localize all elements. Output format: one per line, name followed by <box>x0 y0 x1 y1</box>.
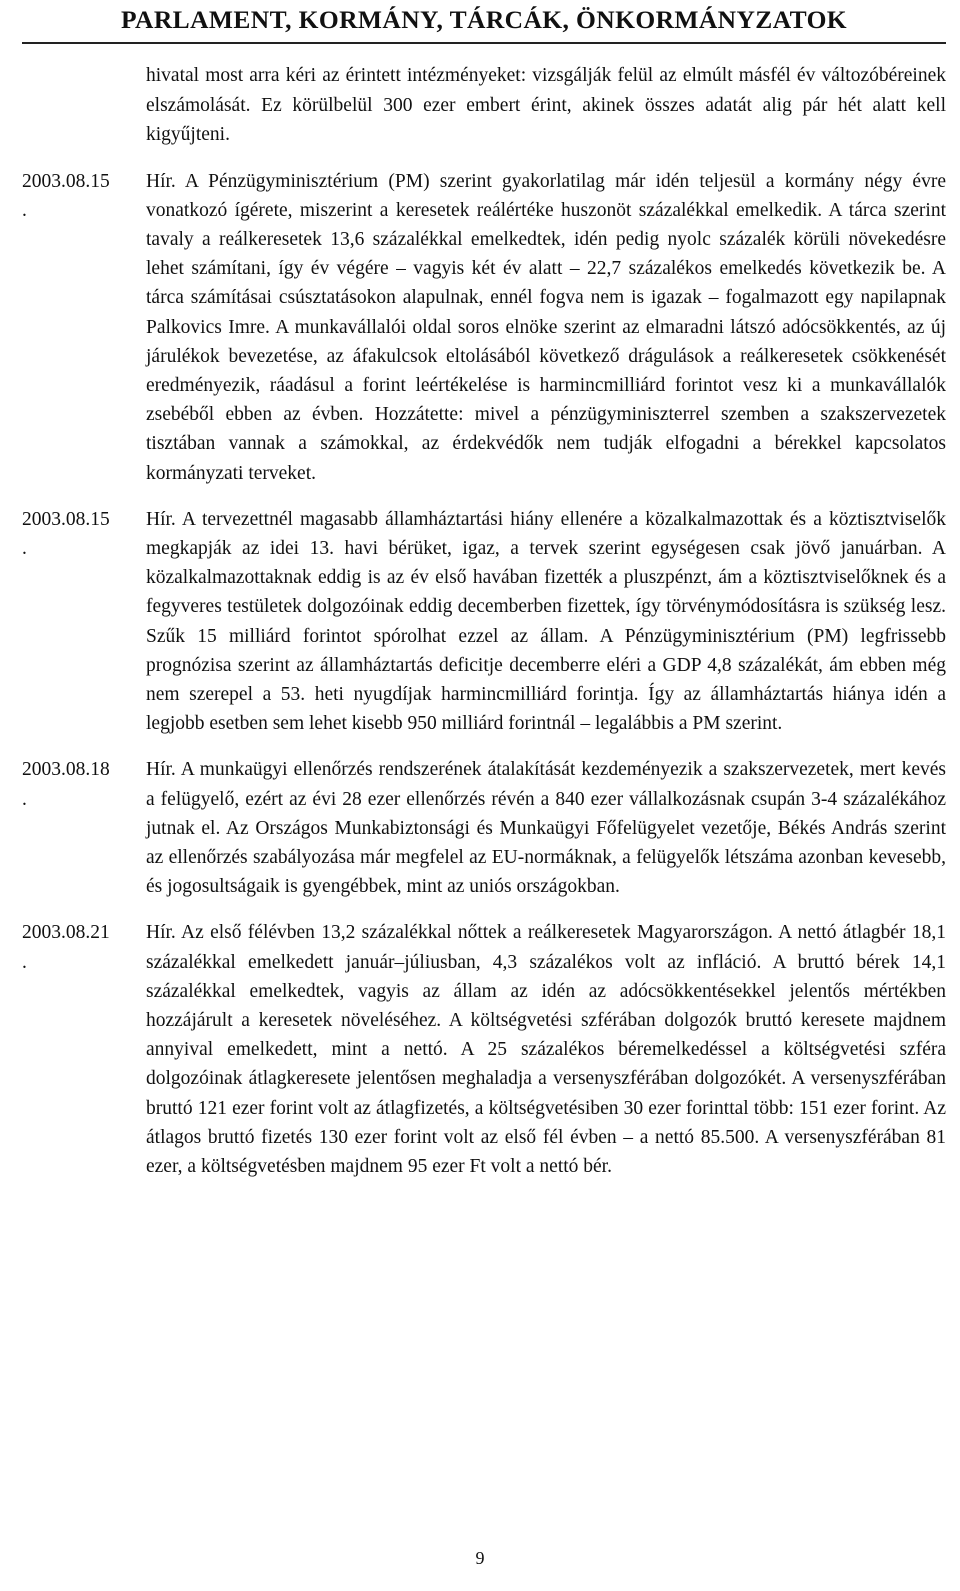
header-title: PARLAMENT, KORMÁNY, TÁRCÁK, ÖNKORMÁNYZATOK <box>120 5 848 34</box>
entry-text: hivatal most arra kéri az érintett intézményeket: vizsgálják felül az elmúlt másfél év változóbéreinek elszámolását. Ez körülbelül 300 ezer embert érint, akinek összes adatát alig pár hét alatt kell kigyűjteni. <box>146 65 946 145</box>
page-header <box>22 2 946 44</box>
entry-date: 2003.08.21 . <box>22 922 110 973</box>
page-number: 9 <box>475 1548 485 1568</box>
news-entry <box>22 505 946 739</box>
news-entry <box>22 61 946 150</box>
entry-text: Hír. A Pénzügyminisztérium (PM) szerint gyakorlatilag már idén teljesül a kormány négy évre vonatkozó ígérete, miszerint a keresetek reálértéke huszonöt százalékkal emelkedik. A tárca szerint tavaly a reálkeresetek 13,6 százalékkal emelkedtek, idén pedig nyolc százalék körüli növekedésre lehet számítani, így év végére – vagyis két év alatt – 22,7 százalékos emelkedés következik be. A tárca számításai csúsztatásokon alapulnak, ennél fogva nem is igazak – fogalmazott egy napilapnak Palkovics Imre. A munkavállalói oldal soros elnöke szerint az elmaradni látszó adócsökkentés, az új járulékok bevezetése, az áfakulcsok eltolásából következő drágulások a reálkeresetek csökkenését eredményezik, ráadásul a forint leértékelése is harmincmilliárd forintot vesz ki a munkavállalók zsebéből ebben az évben. Hozzátette: mivel a pénzügyminiszterrel szemben a szakszervezetek tisztában vannak a számokkal, az érdekvédők nem tudják elfogadni a bérekkel kapcsolatos kormányzati terveket. <box>146 170 946 484</box>
entry-date: 2003.08.15 . <box>22 508 110 559</box>
news-entry <box>22 918 946 1181</box>
news-entry <box>22 167 946 488</box>
entry-date: 2003.08.15 . <box>22 170 110 221</box>
news-list <box>22 61 946 1198</box>
entry-text: Hír. Az első félévben 13,2 százalékkal nőttek a reálkeresetek Magyarországon. A nettó átlagbér 18,1 százalékkal emelkedett január–júliusban, 4,3 százalékos volt az infláció. A bruttó bérek 14,1 százalékkal emelkedtek, vagyis az állam az idén az adócsökkentésekkel jelentős mértékben hozzájárult a keresetek növeléséhez. A költségvetési szférában dolgozók bruttó keresete majdnem annyival emelkedett, mint a nettó. A 25 százalékos béremelkedéssel a költségvetési szféra dolgozóinak átlagkeresete jelentősen meghaladja a versenyszférában dolgozókét. A versenyszférában bruttó 121 ezer forint volt az átlagfizetés, a költségvetésiben 30 ezer forinttal több: 151 ezer forint. Az átlagos bruttó fizetés 130 ezer forint volt az első fél évben – a nettó 85.500. A versenyszférában 81 ezer, a költségvetésben majdnem 95 ezer Ft volt a nettó bér. <box>146 922 946 1177</box>
entry-text: Hír. A tervezettnél magasabb államháztartási hiány ellenére a közalkalmazottak és a köztisztviselők megkapják az idei 13. havi bérüket, igaz, a tervek szerint egységesen csak jövő januárban. A közalkalmazottaknak eddig is az év első havában fizették a pluszpénzt, ám a köztisztviselőknek és a fegyveres testületek dolgozóinak eddig decemberben fizettek, így törvénymódosításra is szükség lesz. Szűk 15 milliárd forintot spórolhat ezzel az állam. A Pénzügyminisztérium (PM) legfrissebb prognózisa szerint az államháztartás deficitje decemberre eléri a GDP 4,8 százalékát, ám ebben még nem szerepel a 53. heti nyugdíjak harmincmilliárd forintja. Így az államháztartás hiánya idén a legjobb esetben sem lehet kisebb 950 milliárd forintnál – legalábbis a PM szerint. <box>146 508 946 735</box>
entry-text: Hír. A munkaügyi ellenőrzés rendszerének átalakítását kezdeményezik a szakszervezetek, mert kevés a felügyelő, ezért az évi 28 ezer ellenőrzés révén a 840 ezer vállalkozásnak csupán 3-4 százalékához jutnak el. Az Országos Munkabiztonsági és Munkaügyi Főfelügyelet vezetője, Békés András szerint az ellenőrzés szabályozása már megfelel az EU-normáknak, a felügyelők létszáma azonban kevesebb, és jogosultságaik is gyengébbek, mint az uniós országokban. <box>146 759 946 898</box>
entry-date <box>22 61 146 150</box>
news-entry <box>22 755 946 901</box>
entry-date: 2003.08.18 . <box>22 759 110 810</box>
